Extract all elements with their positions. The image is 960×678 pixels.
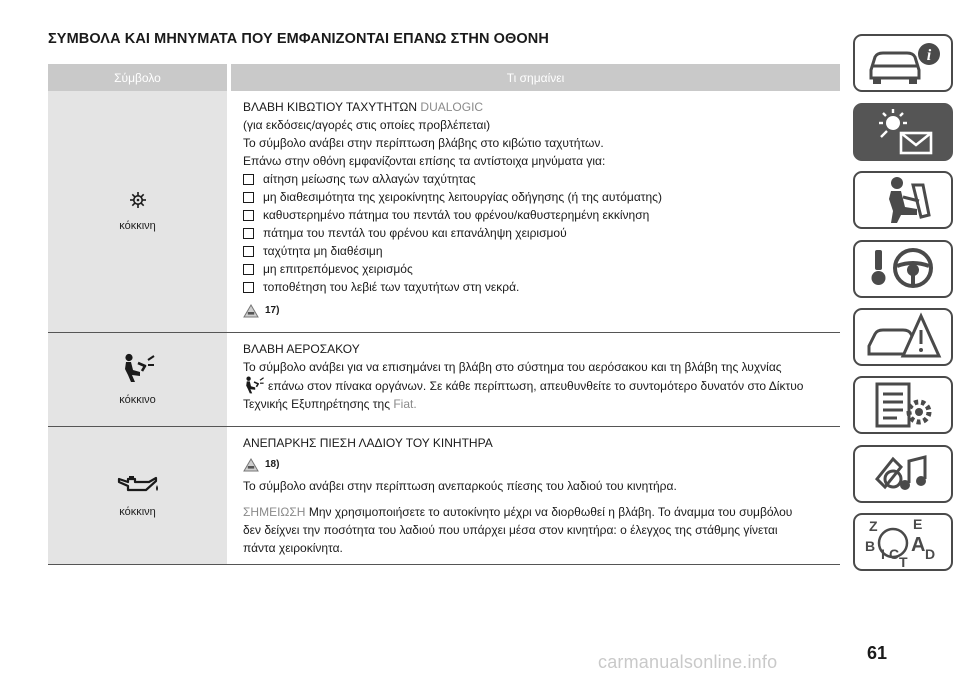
airbag-fault-icon	[121, 353, 155, 388]
car-info-icon	[863, 40, 943, 86]
warning-reference: 18)	[243, 456, 279, 474]
index-letter: A	[911, 534, 926, 556]
description-text: Το σύμβολο ανάβει στην περίπτωση βλάβης στο κιβώτιο ταχυτήτων.	[243, 136, 604, 150]
symbol-cell	[48, 333, 231, 426]
warning-light-message-icon	[863, 107, 943, 157]
variant-label: DUALOGIC	[420, 100, 484, 114]
list-item: πάτημα του πεντάλ του φρένου και επανάληψη χειρισμού	[243, 224, 840, 242]
meaning-cell	[231, 333, 840, 426]
list-item: τοποθέτηση του λεβιέ των ταχυτήτων στη νεκρά.	[243, 278, 840, 296]
description-text: Το σύμβολο ανάβει για να επισημάνει τη βλάβη στο σύστημα του αερόσακου και τη βλάβη της λυχνίας	[243, 360, 782, 374]
index-letter: C	[889, 546, 900, 562]
symbol-color-caption: κόκκινη	[119, 506, 156, 518]
watermark: carmanualsonline.info	[598, 652, 778, 672]
list-item: αίτηση μείωσης των αλλαγών ταχύτητας	[243, 170, 840, 188]
page-number: 61	[867, 643, 888, 663]
index-letter: Z	[869, 518, 878, 534]
row-heading: ΒΛΑΒΗ ΑΕΡΟΣΑΚΟΥ	[243, 342, 360, 356]
bullet-box-icon	[243, 246, 254, 257]
page-title: ΣΥΜΒΟΛΑ ΚΑΙ ΜΗΝΥΜΑΤΑ ΠΟΥ ΕΜΦΑΝΙΖΟΝΤΑΙ ΕΠΑΝΩ ΣΤΗΝ ΟΘΟΝΗ	[48, 31, 549, 47]
symbols-table	[48, 64, 840, 565]
bullet-box-icon	[243, 174, 254, 185]
note-text: δεν δείχνει την ποσότητα του λαδιού που υπάρχει μέσα στον κινητήρα: ο έλεγχος της στάθμης γίνεται	[243, 523, 778, 537]
meaning-cell	[231, 91, 840, 332]
multimedia-icon	[863, 449, 943, 499]
tab-car-info[interactable]	[853, 34, 953, 92]
description-text: Επάνω στην οθόνη εμφανίζονται επίσης τα αντίστοιχα μηνύματα για:	[243, 154, 606, 168]
index-letter: T	[899, 554, 908, 569]
tab-emergency[interactable]	[853, 308, 953, 366]
svg-text:i: i	[926, 47, 932, 64]
airbag-inline-icon	[243, 376, 265, 394]
tab-warning-lights[interactable]	[853, 103, 953, 161]
brand-name: Fiat.	[393, 397, 417, 411]
symbol-cell	[48, 91, 231, 332]
bullet-box-icon	[243, 192, 254, 203]
header-meaning: Τι σημαίνει	[506, 70, 565, 85]
row-heading: ΒΛΑΒΗ ΚΙΒΩΤΙΟΥ ΤΑΧΥΤΗΤΩΝ DUALOGIC	[243, 100, 484, 114]
list-item: ταχύτητα μη διαθέσιμη	[243, 242, 840, 260]
meaning-cell	[231, 427, 840, 564]
tab-starting-driving[interactable]	[853, 240, 953, 298]
warning-triangle-icon	[243, 304, 259, 318]
symbol-color-caption: κόκκινη	[119, 220, 156, 232]
index-letter: B	[865, 538, 876, 554]
description-text: Το σύμβολο ανάβει στην περίπτωση ανεπαρκούς πίεσης του λαδιού του κινητήρα.	[243, 479, 677, 493]
row-heading: ΑΝΕΠΑΡΚΗΣ ΠΙΕΣΗ ΛΑΔΙΟΥ ΤΟΥ ΚΙΝΗΤΗΡΑ	[243, 436, 493, 450]
list-item: μη διαθεσιμότητα της χειροκίνητης λειτουργίας οδήγησης (ή της αυτόματης)	[243, 188, 840, 206]
description-text: επάνω στον πίνακα οργάνων. Σε κάθε περίπτωση, απευθυνθείτε το συντομότερο δυνατόν στο Δίκτυο	[243, 376, 840, 395]
maintenance-checklist-icon	[863, 380, 943, 430]
index-letter: E	[913, 516, 923, 532]
note-text: πάντα χειροκίνητα.	[243, 541, 343, 555]
note-label: ΣΗΜΕΙΩΣΗ	[243, 505, 306, 519]
bullet-box-icon	[243, 228, 254, 239]
table-row	[48, 427, 840, 565]
header-symbol: Σύμβολο	[48, 64, 231, 91]
bullet-box-icon	[243, 210, 254, 221]
gearbox-fault-icon	[129, 191, 147, 214]
tab-maintenance[interactable]	[853, 376, 953, 434]
bullet-box-icon	[243, 282, 254, 293]
index-letter: I	[881, 546, 885, 562]
symbol-color-caption: κόκκινο	[119, 394, 156, 406]
tab-safety[interactable]	[853, 171, 953, 229]
table-header	[48, 64, 840, 91]
table-row	[48, 333, 840, 427]
note-text: ΣΗΜΕΙΩΣΗ Μην χρησιμοποιήσετε το αυτοκίνητο μέχρι να διορθωθεί η βλάβη. Το άναμμα του συμβόλου	[243, 505, 793, 519]
seat-airbag-icon	[863, 175, 943, 225]
availability-note: (για εκδόσεις/αγορές στις οποίες προβλέπεται)	[243, 118, 491, 132]
description-text: Τεχνικής Εξυπηρέτησης της Fiat.	[243, 397, 417, 411]
bullet-box-icon	[243, 264, 254, 275]
warning-triangle-icon	[243, 458, 259, 472]
oil-pressure-icon	[116, 473, 160, 500]
symbol-cell	[48, 427, 231, 564]
list-item: καθυστερημένο πάτημα του πεντάλ του φρένου/καθυστερημένη εκκίνηση	[243, 206, 840, 224]
breakdown-triangle-icon	[863, 312, 943, 362]
table-row	[48, 91, 840, 333]
warning-reference: 17)	[243, 302, 279, 320]
tab-multimedia[interactable]	[853, 445, 953, 503]
tab-index[interactable]	[853, 513, 953, 571]
steering-wheel-key-icon	[863, 244, 943, 294]
alphabetical-index-icon	[863, 515, 943, 569]
index-letter: D	[925, 546, 936, 562]
list-item: μη επιτρεπόμενος χειρισμός	[243, 260, 840, 278]
